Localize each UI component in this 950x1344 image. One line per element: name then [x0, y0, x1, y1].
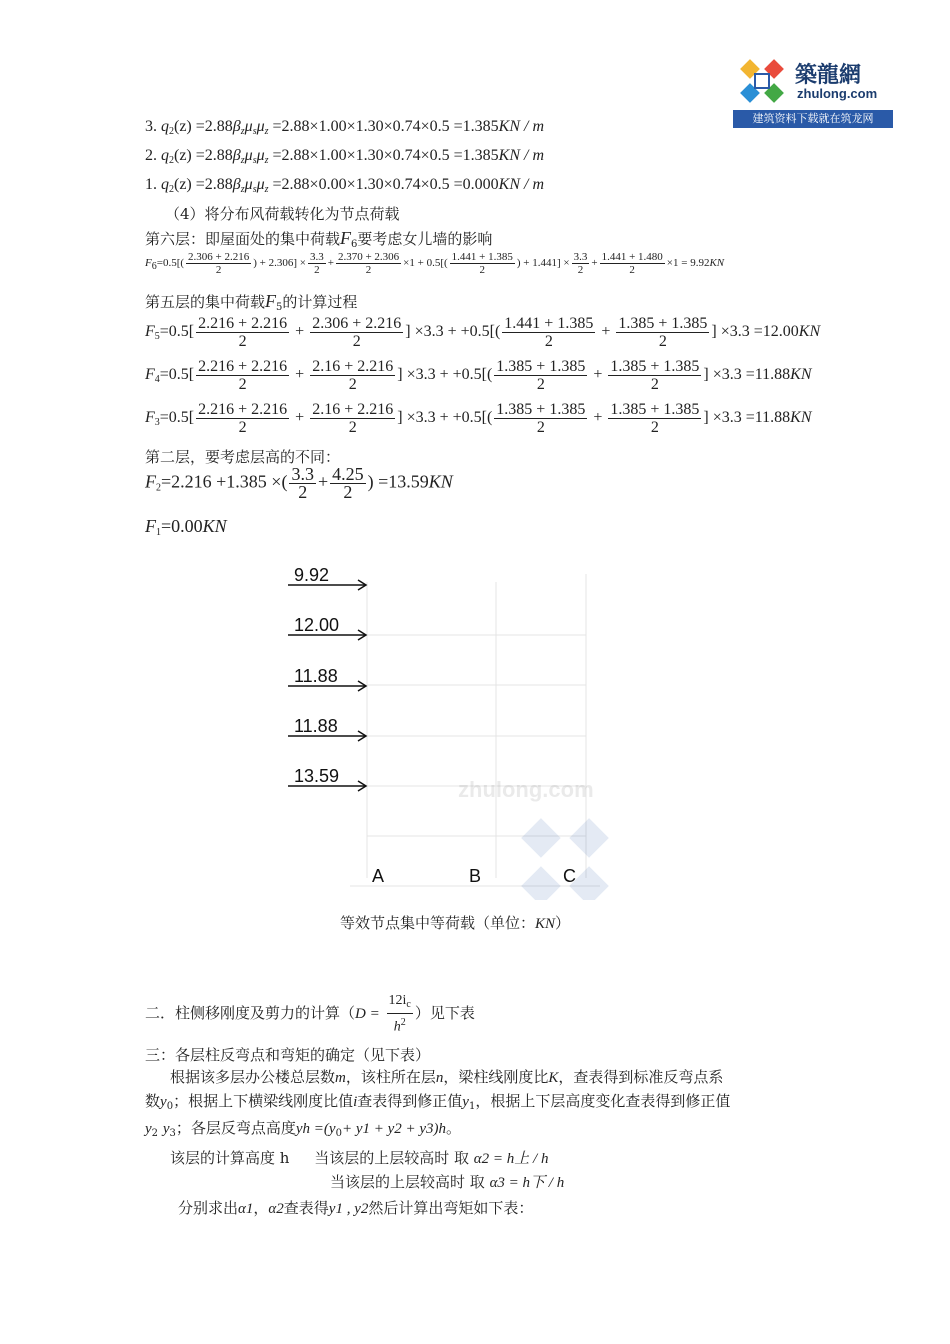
wind-line-2: 2. $q_2(z) =2.88\beta_z\mu_s\mu_z =2.88\times 1.00\times 1.30\times 0.74\times 0.5 =1.385KN / m$: [145, 147, 545, 166]
f6-equation: $F_6=0.5$[( $\frac{2.306 + 2.216}{2}$ ) + 2.306] × $\frac{3.3}{2}$ + $\frac{2.370 + 2.306}{2}$ ×1 + 0.5[( $\frac{1.441 + 1.385}{2}$ ) + 1.441] × $\frac{3.3}{2}$ + $\frac{1.441 + 1.480}{2}$ ×1 = 9.92KN: [145, 251, 725, 276]
f2-equation: $F_2=2.216 +1.385$ ×( $\frac{3.3}{2}$ + $\frac{4.25}{2}$ ) =13.59KN: [145, 464, 453, 502]
f3-equation: $F_3=0.5$[ $\frac{2.216 + 2.216}{2}$ + $\frac{2.16 + 2.216}{2}$ ] ×3.3 + +0.5[( $\frac{1.385 + 1.385}{2}$ + $\frac{1.385 + 1.385}{2}$ ] ×3.3 =11.88KN: [145, 401, 812, 436]
column-label-b: B: [469, 866, 482, 886]
para-line-2: 数$y_0$；根据上下横梁线刚度比值i查表得到修正值$y_1$，根据上下层高度变化查表得到修正值: [145, 1092, 731, 1112]
para-line-1: 根据该多层办公楼总层数m，该柱所在层n，梁柱线刚度比K，查表得到标准反弯点系: [170, 1068, 724, 1086]
load-label-5: 12.00: [294, 615, 340, 635]
para-line-3: $y_2$ $y_3$；各层反弯点高度yh $=(y_0+ y1 + y2 + y3)h$。: [145, 1119, 462, 1139]
final-line: 分别求出α1，α2查表得y1 , y2然后计算出弯矩如下表：: [178, 1199, 534, 1217]
column-label-c: C: [563, 866, 576, 886]
watermark-text: zhulong.com: [458, 777, 594, 802]
load-diagram: [280, 560, 820, 900]
frame-svg: [280, 560, 820, 900]
section3-heading: 三：各层柱反弯点和弯矩的确定（见下表）: [145, 1046, 431, 1064]
step4-heading: （4）将分布风荷载转化为节点荷载: [165, 205, 400, 223]
load-label-2: 13.59: [294, 766, 340, 786]
diagram-caption: 等效节点集中等荷载（单位：KN）: [340, 914, 571, 932]
logo-brand-en: zhulong.com: [797, 86, 878, 101]
calc-height-line: 该层的计算高度 h 当该层的上层较高时 取 α2 = h上 / h: [170, 1149, 549, 1167]
floor6-text: 第六层：即屋面处的集中荷载$F_6$要考虑女儿墙的影响: [145, 228, 493, 250]
logo-star-icon: [733, 54, 791, 108]
wind-line-1: 1. $q_2(z) =2.88\beta_z\mu_s\mu_z =2.88\times 0.00\times 1.30\times 0.74\times 0.5 =0.000KN / m$: [145, 176, 545, 195]
lower-height-line: 当该层的上层较高时 取 α3 = h下 / h: [330, 1173, 565, 1191]
f5-equation: $F_5=0.5$[ $\frac{2.216 + 2.216}{2}$ + $\frac{2.306 + 2.216}{2}$ ] ×3.3 + +0.5[( $\frac{1.441 + 1.385}{2}$ + $\frac{1.385 + 1.385}{2}$ ] ×3.3 =12.00KN: [145, 315, 821, 350]
logo-slogan: 建筑资料下载就在筑龙网: [733, 110, 893, 128]
column-label-a: A: [372, 866, 385, 886]
load-label-3: 11.88: [294, 716, 338, 736]
floor2-text: 第二层，要考虑层高的不同：: [145, 448, 341, 466]
watermark-logo-icon: [521, 818, 609, 900]
load-label-6: 9.92: [294, 565, 330, 585]
zhulong-logo: [733, 54, 893, 128]
f1-equation: $F_1=0.00KN$: [145, 516, 227, 538]
floor5-text: 第五层的集中荷载$F_5$的计算过程: [145, 291, 358, 313]
f4-equation: $F_4=0.5$[ $\frac{2.216 + 2.216}{2}$ + $\frac{2.16 + 2.216}{2}$ ] ×3.3 + +0.5[( $\frac{1.385 + 1.385}{2}$ + $\frac{1.385 + 1.385}{2}$ ] ×3.3 =11.88KN: [145, 358, 812, 393]
section2-heading: 二．柱侧移刚度及剪力的计算（D = $\frac{12i_c}{h^2}$ ）见下表: [145, 993, 475, 1035]
load-label-4: 11.88: [294, 666, 338, 686]
wind-line-3: 3. $q_2(z) =2.88\beta_z\mu_s\mu_z =2.88\times 1.00\times 1.30\times 0.74\times 0.5 =1.385KN / m$: [145, 118, 545, 137]
logo-brand-cn: 築龍網: [795, 63, 862, 88]
